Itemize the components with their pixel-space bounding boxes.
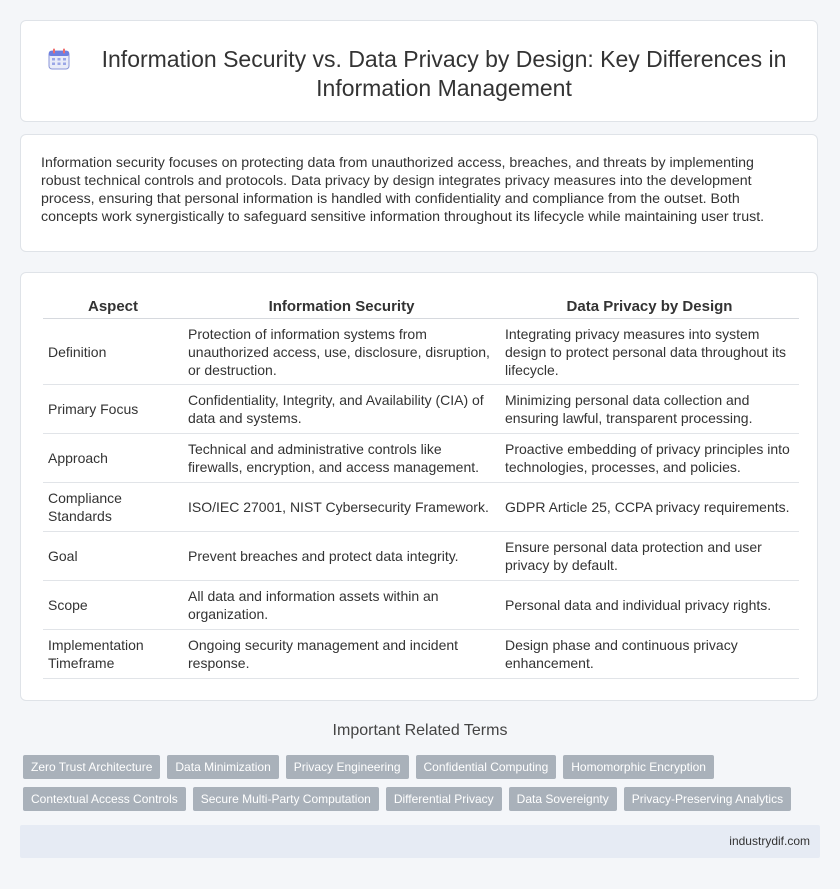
security-cell: Technical and administrative controls like firewalls, encryption, and access management.: [183, 434, 500, 483]
column-header-data-privacy: Data Privacy by Design: [500, 294, 799, 319]
aspect-cell: Implementation Timeframe: [43, 630, 183, 679]
intro-card: [20, 134, 818, 252]
table-row: [43, 319, 799, 385]
term-tag[interactable]: Data Sovereignty: [509, 787, 617, 811]
column-header-aspect: Aspect: [43, 294, 183, 319]
related-terms-list: [23, 755, 813, 819]
security-cell: Prevent breaches and protect data integrity.: [183, 532, 500, 581]
aspect-cell: Approach: [43, 434, 183, 483]
calendar-icon: [47, 47, 71, 71]
table-header-row: [43, 294, 799, 319]
term-tag[interactable]: Differential Privacy: [386, 787, 502, 811]
term-tag[interactable]: Data Minimization: [167, 755, 278, 779]
security-cell: All data and information assets within an organization.: [183, 581, 500, 630]
privacy-cell: Integrating privacy measures into system design to protect personal data throughout its lifecycle.: [500, 319, 799, 385]
related-terms-heading: Important Related Terms: [332, 722, 508, 739]
footer-bar: [20, 825, 820, 858]
tag-row: [23, 755, 813, 779]
privacy-cell: Proactive embedding of privacy principles into technologies, processes, and policies.: [500, 434, 799, 483]
table-row: [43, 434, 799, 483]
aspect-cell: Scope: [43, 581, 183, 630]
aspect-cell: Compliance Standards: [43, 483, 183, 532]
tag-row: [23, 787, 813, 811]
table-row: [43, 630, 799, 679]
page-title: Information Security vs. Data Privacy by Design: Key Differences in Information Management: [101, 46, 787, 101]
security-cell: Protection of information systems from unauthorized access, use, disclosure, disruption, or destruction.: [183, 319, 500, 385]
term-tag[interactable]: Secure Multi-Party Computation: [193, 787, 379, 811]
table-row: [43, 483, 799, 532]
security-cell: ISO/IEC 27001, NIST Cybersecurity Framework.: [183, 483, 500, 532]
privacy-cell: GDPR Article 25, CCPA privacy requirements.: [500, 483, 799, 532]
term-tag[interactable]: Homomorphic Encryption: [563, 755, 714, 779]
title-card: [20, 20, 818, 122]
security-cell: Confidentiality, Integrity, and Availability (CIA) of data and systems.: [183, 385, 500, 434]
privacy-cell: Personal data and individual privacy rights.: [500, 581, 799, 630]
privacy-cell: Design phase and continuous privacy enhancement.: [500, 630, 799, 679]
comparison-card: [20, 272, 818, 701]
column-header-information-security: Information Security: [183, 294, 500, 319]
table-row: [43, 581, 799, 630]
comparison-table: [43, 294, 799, 679]
aspect-cell: Definition: [43, 319, 183, 385]
table-row: [43, 532, 799, 581]
term-tag[interactable]: Privacy-Preserving Analytics: [624, 787, 791, 811]
aspect-cell: Goal: [43, 532, 183, 581]
term-tag[interactable]: Zero Trust Architecture: [23, 755, 160, 779]
term-tag[interactable]: Privacy Engineering: [286, 755, 409, 779]
privacy-cell: Minimizing personal data collection and ensuring lawful, transparent processing.: [500, 385, 799, 434]
privacy-cell: Ensure personal data protection and user privacy by default.: [500, 532, 799, 581]
intro-paragraph: Information security focuses on protecting data from unauthorized access, breaches, and threats by implementing robust technical controls and protocols. Data privacy by design integrates privacy measures into the development process, ensuring that personal information is handled with confidentiality and compliance from the outset. Both concepts work synergistically to safeguard sensitive information throughout its lifecycle while maintaining user trust.: [41, 155, 765, 225]
table-row: [43, 385, 799, 434]
term-tag[interactable]: Confidential Computing: [416, 755, 557, 779]
aspect-cell: Primary Focus: [43, 385, 183, 434]
term-tag[interactable]: Contextual Access Controls: [23, 787, 186, 811]
site-link[interactable]: industrydif.com: [729, 834, 810, 848]
security-cell: Ongoing security management and incident response.: [183, 630, 500, 679]
